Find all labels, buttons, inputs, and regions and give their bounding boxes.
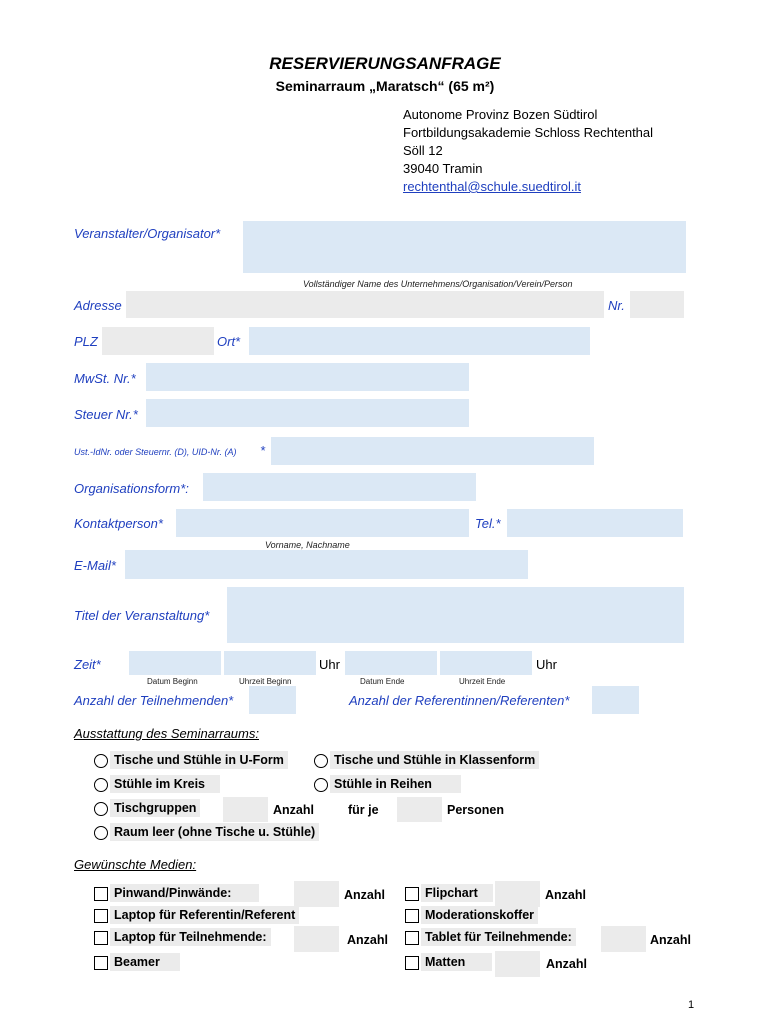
- groups-fuer-je-label: für je: [348, 803, 379, 817]
- email-link[interactable]: rechtenthal@schule.suedtirol.it: [403, 179, 581, 194]
- number-field[interactable]: [630, 291, 684, 318]
- ustid-star: *: [260, 443, 266, 458]
- media-heading: Gewünschte Medien:: [74, 857, 197, 872]
- contact-label: Kontaktperson*: [74, 516, 163, 531]
- media-matten: Matten: [421, 953, 492, 971]
- time-label: Zeit*: [74, 657, 101, 672]
- checkbox-pinwand[interactable]: [94, 887, 108, 901]
- form-title: RESERVIERUNGSANFRAGE: [269, 54, 501, 73]
- page-number: 1: [688, 999, 695, 1011]
- date-end-hint: Datum Ende: [360, 677, 405, 686]
- participants-field[interactable]: [249, 686, 296, 714]
- organizer-hint: Vollständiger Name des Unternehmens/Organisation/Verein/Person: [303, 279, 573, 289]
- media-flipchart: Flipchart: [421, 884, 493, 902]
- checkbox-matten[interactable]: [405, 956, 419, 970]
- pinwand-anzahl-label: Anzahl: [344, 888, 385, 902]
- media-beamer: Beamer: [110, 953, 180, 971]
- media-laptop-ref: Laptop für Referentin/Referent: [110, 906, 299, 924]
- date-start-field[interactable]: [129, 651, 221, 675]
- media-pinwand: Pinwand/Pinwände:: [110, 884, 259, 902]
- tablet-count-field[interactable]: [601, 926, 646, 952]
- flipchart-count-field[interactable]: [495, 881, 540, 907]
- groups-persons-field[interactable]: [397, 797, 442, 822]
- form-subtitle: Seminarraum „Maratsch“ (65 m²): [275, 78, 495, 94]
- address-line-1: Autonome Provinz Bozen Südtirol: [403, 107, 598, 122]
- date-start-hint: Datum Beginn: [147, 677, 198, 686]
- organizer-field[interactable]: [243, 221, 686, 273]
- pinwand-count-field[interactable]: [294, 881, 339, 907]
- time-end-field[interactable]: [440, 651, 532, 675]
- time-start-field[interactable]: [224, 651, 316, 675]
- tax-label: Steuer Nr.*: [74, 407, 138, 422]
- laptop-tn-count-field[interactable]: [294, 926, 339, 952]
- option-groups: Tischgruppen: [110, 799, 200, 817]
- email-field[interactable]: [125, 550, 528, 579]
- option-u-form: Tische und Stühle in U-Form: [110, 751, 288, 769]
- checkbox-laptop-tn[interactable]: [94, 931, 108, 945]
- matten-count-field[interactable]: [495, 951, 540, 977]
- option-rows: Stühle in Reihen: [330, 775, 461, 793]
- participants-label: Anzahl der Teilnehmenden*: [74, 693, 234, 708]
- checkbox-tablet[interactable]: [405, 931, 419, 945]
- time-end-hint: Uhrzeit Ende: [459, 677, 506, 686]
- address-line-2: Fortbildungsakademie Schloss Rechtenthal: [403, 125, 654, 140]
- uhr-label-2: Uhr: [536, 657, 557, 672]
- ustid-field[interactable]: [271, 437, 594, 465]
- phone-label: Tel.*: [475, 516, 501, 531]
- radio-groups[interactable]: [94, 802, 108, 816]
- zip-field[interactable]: [102, 327, 214, 355]
- tablet-anzahl-label: Anzahl: [650, 933, 691, 947]
- media-moderation: Moderationskoffer: [421, 906, 538, 924]
- email-label: E-Mail*: [74, 558, 116, 573]
- address-label: Adresse: [74, 298, 122, 313]
- tax-field[interactable]: [146, 399, 469, 427]
- orgform-label: Organisationsform*:: [74, 481, 189, 496]
- checkbox-beamer[interactable]: [94, 956, 108, 970]
- date-end-field[interactable]: [345, 651, 437, 675]
- media-laptop-tn: Laptop für Teilnehmende:: [110, 928, 271, 946]
- matten-anzahl-label: Anzahl: [546, 957, 587, 971]
- radio-u-form[interactable]: [94, 754, 108, 768]
- time-start-hint: Uhrzeit Beginn: [239, 677, 292, 686]
- radio-empty[interactable]: [94, 826, 108, 840]
- groups-count-field[interactable]: [223, 797, 268, 822]
- option-empty: Raum leer (ohne Tische u. Stühle): [110, 823, 319, 841]
- address-line-4: 39040 Tramin: [403, 161, 483, 176]
- organizer-label: Veranstalter/Organisator*: [74, 226, 221, 241]
- contact-hint: Vorname, Nachname: [265, 540, 350, 550]
- radio-classroom[interactable]: [314, 754, 328, 768]
- checkbox-flipchart[interactable]: [405, 887, 419, 901]
- vat-label: MwSt. Nr.*: [74, 371, 136, 386]
- orgform-field[interactable]: [203, 473, 476, 501]
- checkbox-laptop-ref[interactable]: [94, 909, 108, 923]
- contact-field[interactable]: [176, 509, 469, 537]
- groups-personen-label: Personen: [447, 803, 504, 817]
- speakers-label: Anzahl der Referentinnen/Referenten*: [349, 693, 570, 708]
- number-label: Nr.: [608, 298, 625, 313]
- event-title-field[interactable]: [227, 587, 684, 643]
- vat-field[interactable]: [146, 363, 469, 391]
- equipment-heading: Ausstattung des Seminarraums:: [74, 726, 259, 741]
- zip-label: PLZ: [74, 334, 98, 349]
- media-tablet: Tablet für Teilnehmende:: [421, 928, 576, 946]
- city-field[interactable]: [249, 327, 590, 355]
- speakers-field[interactable]: [592, 686, 639, 714]
- groups-anzahl-label: Anzahl: [273, 803, 314, 817]
- radio-rows[interactable]: [314, 778, 328, 792]
- city-label: Ort*: [217, 334, 241, 349]
- option-circle: Stühle im Kreis: [110, 775, 220, 793]
- option-classroom: Tische und Stühle in Klassenform: [330, 751, 539, 769]
- ustid-label: Ust.-IdNr. oder Steuernr. (D), UID-Nr. (A): [74, 447, 237, 457]
- event-title-label: Titel der Veranstaltung*: [74, 608, 210, 623]
- radio-circle[interactable]: [94, 778, 108, 792]
- address-field[interactable]: [126, 291, 604, 318]
- flipchart-anzahl-label: Anzahl: [545, 888, 586, 902]
- phone-field[interactable]: [507, 509, 683, 537]
- uhr-label-1: Uhr: [319, 657, 340, 672]
- laptop-tn-anzahl-label: Anzahl: [347, 933, 388, 947]
- checkbox-moderation[interactable]: [405, 909, 419, 923]
- address-line-3: Söll 12: [403, 143, 443, 158]
